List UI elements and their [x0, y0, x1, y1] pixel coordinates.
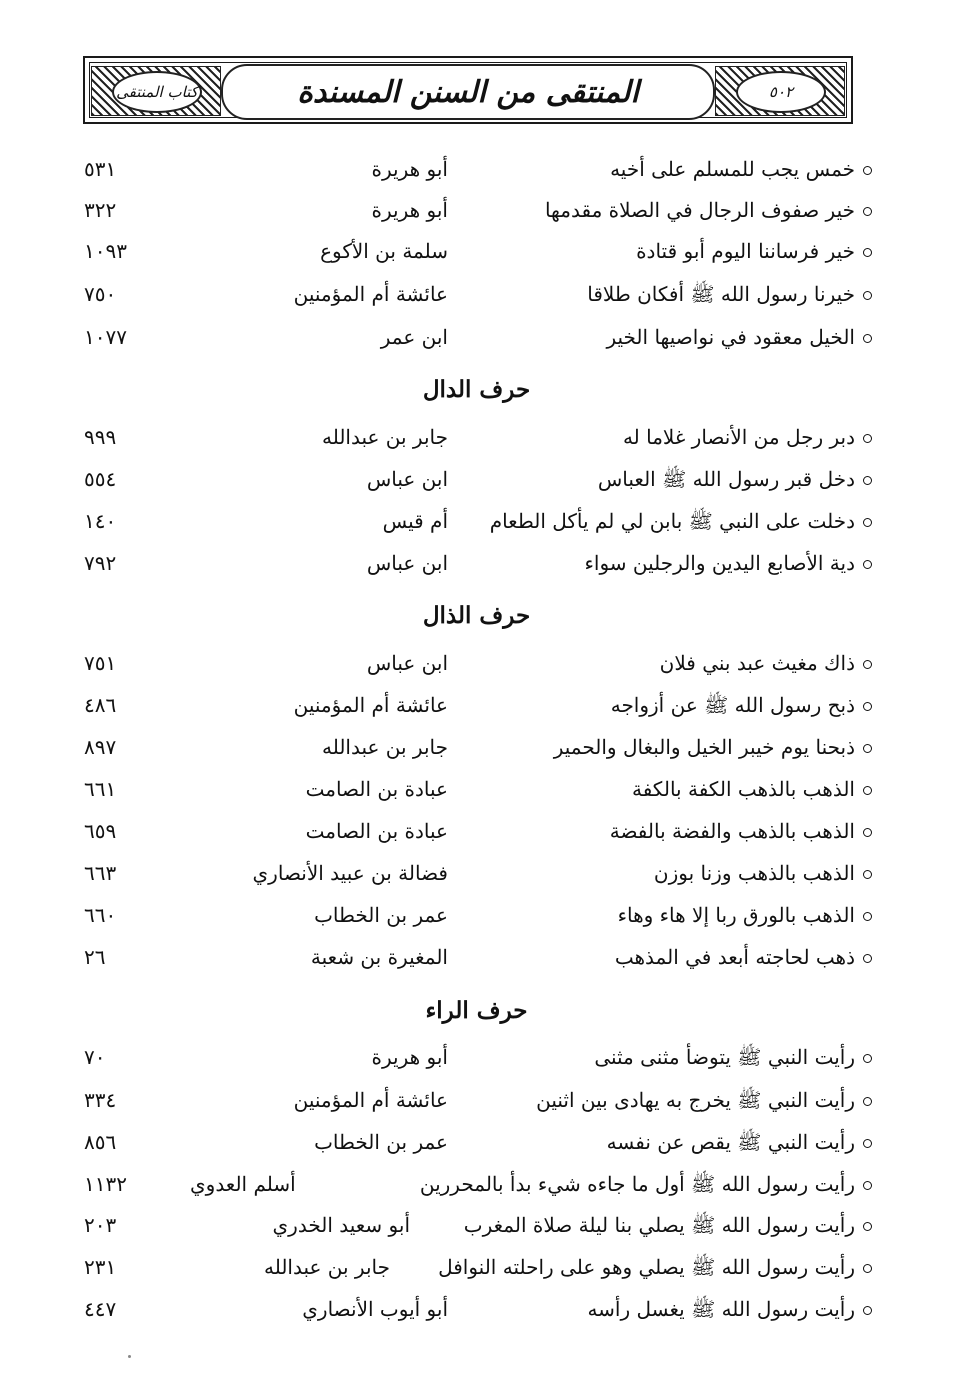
bullet-icon	[863, 1222, 872, 1231]
hadith-text: رأيت رسول الله ﷺ يغسل رأسه	[587, 1297, 855, 1321]
hadith-number: ١٠٩٣	[84, 239, 127, 263]
index-entry	[80, 646, 880, 680]
bullet-icon	[863, 560, 872, 569]
hadith-text: الذهب بالذهب وزنا بوزن	[653, 861, 855, 885]
header-ornament-right	[715, 66, 845, 116]
narrator: عمر بن الخطاب	[314, 903, 448, 927]
hadith-number: ١٤٠	[84, 509, 117, 533]
index-entry	[80, 1040, 880, 1074]
index-entry	[80, 1250, 880, 1284]
narrator: عبادة بن الصامت	[305, 777, 448, 801]
index-entry	[80, 1125, 880, 1159]
narrator: عبادة بن الصامت	[305, 819, 448, 843]
narrator: أبو هريرة	[371, 198, 448, 222]
hadith-text: دخلت على النبي ﷺ بابن لي لم يأكل الطعام	[489, 509, 855, 533]
narrator: ابن عباس	[366, 651, 448, 675]
bullet-icon	[863, 744, 872, 753]
hadith-number: ٧٠	[84, 1045, 106, 1069]
hadith-number: ٢٦	[84, 945, 106, 969]
bullet-icon	[863, 1097, 872, 1106]
hadith-text: خير فرساننا اليوم أبو قتادة	[636, 239, 855, 263]
section-heading-dhal: حرف الذال	[422, 602, 531, 629]
narrator: أبو هريرة	[371, 1045, 448, 1069]
hadith-number: ٨٥٦	[84, 1130, 117, 1154]
hadith-number: ٨٩٧	[84, 735, 117, 759]
narrator: جابر بن عبدالله	[263, 1255, 390, 1279]
hadith-number: ٧٩٢	[84, 551, 117, 575]
index-entry	[80, 152, 880, 186]
hadith-text: الخيل معقود في نواصيها الخير	[606, 325, 855, 349]
hadith-number: ٣٢٢	[84, 198, 117, 222]
index-entry	[80, 462, 880, 496]
narrator: أبو هريرة	[371, 157, 448, 181]
index-entry	[80, 898, 880, 932]
narrator: عمر بن الخطاب	[314, 1130, 448, 1154]
narrator: ابن عباس	[366, 467, 448, 491]
hadith-number: ٦٦١	[84, 777, 117, 801]
index-entry	[80, 1083, 880, 1117]
hadith-number: ٢٠٣	[84, 1213, 117, 1237]
hadith-number: ٩٩٩	[84, 425, 117, 449]
index-entry	[80, 1167, 880, 1201]
hadith-text: ذبحنا يوم خيبر الخيل والبغال والحمير	[553, 735, 855, 759]
bullet-icon	[863, 786, 872, 795]
hadith-number: ٦٦٣	[84, 861, 117, 885]
narrator: عائشة أم المؤمنين	[293, 693, 448, 717]
hadith-text: ذاك مغيث عبد بني فلان	[659, 651, 855, 675]
hadith-number: ٤٤٧	[84, 1297, 117, 1321]
index-entry	[80, 546, 880, 580]
index-entry	[80, 504, 880, 538]
narrator: أبو سعيد الخدري	[272, 1213, 410, 1237]
hadith-number: ٣٣٤	[84, 1088, 117, 1112]
ornament-medallion: كتاب المنتقى	[112, 71, 202, 113]
bullet-icon	[863, 954, 872, 963]
index-entry	[80, 814, 880, 848]
hadith-text: الذهب بالذهب والفضة بالفضة	[609, 819, 855, 843]
hadith-text: دخل قبر رسول الله ﷺ العباس	[597, 467, 855, 491]
bullet-icon	[863, 828, 872, 837]
header-ornament-left	[91, 66, 221, 116]
narrator: جابر بن عبدالله	[321, 735, 448, 759]
narrator: ابن عباس	[366, 551, 448, 575]
bullet-icon	[863, 334, 872, 343]
hadith-number: ١١٣٢	[84, 1172, 127, 1196]
index-entry	[80, 1292, 880, 1326]
hadith-text: ذبح رسول الله ﷺ عن أزواجه	[610, 693, 855, 717]
bullet-icon	[863, 248, 872, 257]
narrator: أسلم العدوي	[190, 1172, 296, 1196]
page-header	[83, 56, 853, 124]
index-entry	[80, 688, 880, 722]
index-entry	[80, 320, 880, 354]
bullet-icon	[863, 912, 872, 921]
index-entry	[80, 856, 880, 890]
index-entry	[80, 730, 880, 764]
bullet-icon	[863, 166, 872, 175]
hadith-text: دية الأصابع اليدين والرجلين سواء	[584, 551, 855, 575]
index-entry	[80, 193, 880, 227]
hadith-text: الذهب بالورق ربا إلا هاء وهاء	[617, 903, 855, 927]
hadith-number: ٥٣١	[84, 157, 117, 181]
hadith-number: ٥٥٤	[84, 467, 117, 491]
bullet-icon	[863, 434, 872, 443]
scan-speck	[128, 1355, 131, 1358]
hadith-text: رأيت النبي ﷺ يقص عن نفسه	[606, 1130, 855, 1154]
index-entry	[80, 1208, 880, 1242]
bullet-icon	[863, 1139, 872, 1148]
narrator: جابر بن عبدالله	[321, 425, 448, 449]
hadith-number: ٧٥١	[84, 651, 117, 675]
bullet-icon	[863, 660, 872, 669]
section-heading-ra: حرف الراء	[425, 997, 528, 1024]
narrator: المغيرة بن شعبة	[310, 945, 448, 969]
hadith-text: خير صفوف الرجال في الصلاة مقدمها	[544, 198, 855, 222]
hadith-number: ١٠٧٧	[84, 325, 127, 349]
hadith-number: ٢٣١	[84, 1255, 117, 1279]
hadith-number: ٤٨٦	[84, 693, 117, 717]
hadith-text: دبر رجل من الأنصار غلاما له	[622, 425, 855, 449]
section-heading-dal: حرف الدال	[422, 376, 531, 403]
narrator: ابن عمر	[380, 325, 448, 349]
bullet-icon	[863, 291, 872, 300]
narrator: عائشة أم المؤمنين	[293, 282, 448, 306]
narrator: أم قيس	[382, 509, 448, 533]
index-entry	[80, 420, 880, 454]
narrator: عائشة أم المؤمنين	[293, 1088, 448, 1112]
hadith-text: رأيت النبي ﷺ يخرج به يهادى بين اثنين	[536, 1088, 855, 1112]
page-number: ٥٠٢	[736, 71, 826, 113]
hadith-text: الذهب بالذهب الكفة بالكفة	[631, 777, 855, 801]
bullet-icon	[863, 518, 872, 527]
page-title: المنتقى من السنن المسندة	[297, 74, 639, 110]
hadith-text: رأيت رسول الله ﷺ يصلي وهو على راحلته النوافل	[438, 1255, 855, 1279]
hadith-number: ٧٥٠	[84, 282, 117, 306]
index-entry	[80, 277, 880, 311]
index-entry	[80, 940, 880, 974]
hadith-text: ذهب لحاجته أبعد في المذهب	[614, 945, 855, 969]
hadith-number: ٦٦٠	[84, 903, 117, 927]
bullet-icon	[863, 476, 872, 485]
narrator: سلمة بن الأكوع	[320, 239, 448, 263]
hadith-text: رأيت النبي ﷺ يتوضأ مثنى مثنى	[594, 1045, 855, 1069]
index-entry	[80, 772, 880, 806]
hadith-text: خمس يجب للمسلم على أخيه	[610, 157, 855, 181]
bullet-icon	[863, 702, 872, 711]
hadith-text: رأيت رسول الله ﷺ يصلي بنا ليلة صلاة المغرب	[463, 1213, 855, 1237]
bullet-icon	[863, 870, 872, 879]
hadith-text: خيرنا رسول الله ﷺ أفكان طلاقا	[587, 282, 855, 306]
bullet-icon	[863, 207, 872, 216]
hadith-number: ٦٥٩	[84, 819, 117, 843]
narrator: فضالة بن عبيد الأنصاري	[252, 861, 448, 885]
running-title	[221, 64, 715, 120]
bullet-icon	[863, 1264, 872, 1273]
bullet-icon	[863, 1054, 872, 1063]
bullet-icon	[863, 1181, 872, 1190]
hadith-text: رأيت رسول الله ﷺ أول ما جاءه شيء بدأ بالمحررين	[419, 1172, 855, 1196]
index-entry	[80, 234, 880, 268]
narrator: أبو أيوب الأنصاري	[302, 1297, 448, 1321]
bullet-icon	[863, 1306, 872, 1315]
